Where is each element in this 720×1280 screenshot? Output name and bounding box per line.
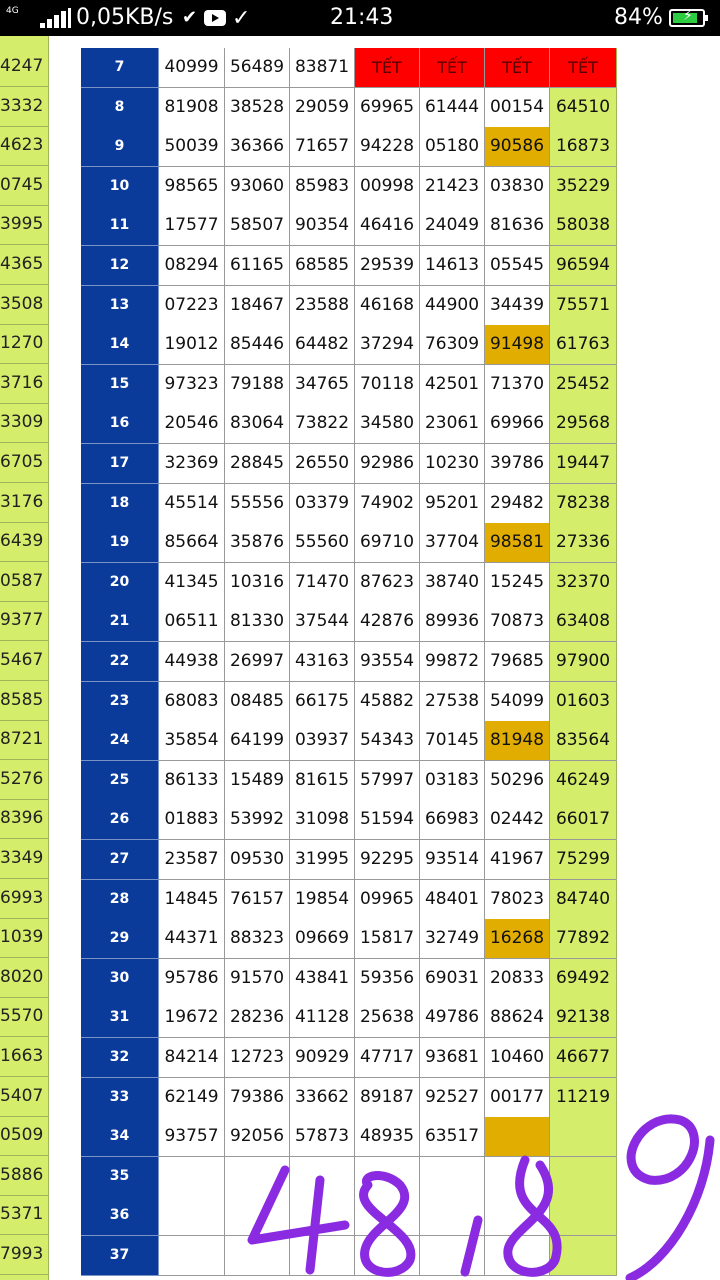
number-cell: 31098	[290, 800, 355, 840]
number-cell: 94228	[355, 127, 420, 167]
number-cell: 96594	[550, 246, 617, 286]
number-cell: 32369	[159, 444, 225, 484]
number-cell: 63408	[550, 602, 617, 642]
table-row	[81, 325, 617, 365]
number-cell: 85664	[159, 523, 225, 563]
table-row	[81, 761, 617, 801]
number-cell: 44371	[159, 919, 225, 959]
number-cell: 51594	[355, 800, 420, 840]
number-cell: 75299	[550, 840, 617, 880]
left-column-cell: 1039	[0, 918, 48, 958]
number-cell: 26550	[290, 444, 355, 484]
battery-percentage: 84%	[614, 5, 663, 30]
left-column-cell: 3332	[0, 87, 48, 127]
number-cell: 83564	[550, 721, 617, 761]
number-cell: 38528	[225, 88, 290, 128]
table-row	[81, 167, 617, 207]
number-cell: 84214	[159, 1038, 225, 1078]
number-cell: 16873	[550, 127, 617, 167]
day-cell: 8	[81, 88, 159, 128]
number-cell: 19854	[290, 880, 355, 920]
number-cell: 53992	[225, 800, 290, 840]
day-cell: 20	[81, 563, 159, 603]
number-cell: 83064	[225, 404, 290, 444]
number-cell: 45514	[159, 484, 225, 524]
number-cell: 29059	[290, 88, 355, 128]
number-cell: 06511	[159, 602, 225, 642]
number-cell: 01883	[159, 800, 225, 840]
number-cell: 88323	[225, 919, 290, 959]
number-cell: 69710	[355, 523, 420, 563]
left-number-column	[0, 36, 49, 1280]
number-cell: 29482	[485, 484, 550, 524]
number-cell: 19447	[550, 444, 617, 484]
number-cell: 66983	[420, 800, 485, 840]
day-cell: 17	[81, 444, 159, 484]
number-cell: 00998	[355, 167, 420, 207]
number-cell: TẾT	[420, 48, 485, 88]
number-cell: 66017	[550, 800, 617, 840]
day-cell: 32	[81, 1038, 159, 1078]
left-column-cell: 3508	[0, 285, 48, 325]
day-cell: 30	[81, 959, 159, 999]
number-cell: 08485	[225, 682, 290, 722]
battery-charging-icon: ⚡	[669, 9, 705, 27]
left-column-cell: 0509	[0, 1116, 48, 1156]
number-cell: 73822	[290, 404, 355, 444]
number-cell: 42876	[355, 602, 420, 642]
left-column-cell: 4623	[0, 126, 48, 166]
network-speed: 0,05KB/s	[76, 5, 174, 30]
day-cell: 25	[81, 761, 159, 801]
number-cell: 54099	[485, 682, 550, 722]
table-row	[81, 682, 617, 722]
day-cell: 16	[81, 404, 159, 444]
left-column-cell: 1270	[0, 324, 48, 364]
left-column-cell: 5407	[0, 1077, 48, 1117]
day-cell: 12	[81, 246, 159, 286]
number-cell: 69492	[550, 959, 617, 999]
day-cell: 19	[81, 523, 159, 563]
day-cell: 23	[81, 682, 159, 722]
number-cell: 54343	[355, 721, 420, 761]
left-column-cell: 1663	[0, 1037, 48, 1077]
table-row	[81, 721, 617, 761]
day-cell: 36	[81, 1196, 159, 1236]
number-cell: 87623	[355, 563, 420, 603]
number-cell: 27336	[550, 523, 617, 563]
number-cell: 20833	[485, 959, 550, 999]
number-cell: 26997	[225, 642, 290, 682]
number-cell: 15489	[225, 761, 290, 801]
table-row	[81, 563, 617, 603]
number-cell: 57997	[355, 761, 420, 801]
table-row	[81, 286, 617, 326]
number-cell: 00177	[485, 1078, 550, 1118]
number-cell: 93514	[420, 840, 485, 880]
number-cell: 15817	[355, 919, 420, 959]
left-column-cell: 5467	[0, 641, 48, 681]
left-column-cell: 3349	[0, 839, 48, 879]
number-cell: 68585	[290, 246, 355, 286]
day-cell: 15	[81, 365, 159, 405]
day-cell: 28	[81, 880, 159, 920]
table-row	[81, 246, 617, 286]
number-cell: 81948	[485, 721, 550, 761]
number-cell: 46168	[355, 286, 420, 326]
number-cell	[159, 1157, 225, 1197]
number-cell: 71370	[485, 365, 550, 405]
left-column-cell: 8396	[0, 799, 48, 839]
number-cell: 50039	[159, 127, 225, 167]
number-cell: 09669	[290, 919, 355, 959]
table-row	[81, 206, 617, 246]
number-cell: 93757	[159, 1117, 225, 1157]
number-cell: 01603	[550, 682, 617, 722]
number-cell: 61444	[420, 88, 485, 128]
left-column-cell: 6993	[0, 879, 48, 919]
number-cell: 88624	[485, 998, 550, 1038]
day-cell: 33	[81, 1078, 159, 1118]
number-cell: TẾT	[485, 48, 550, 88]
table-row	[81, 642, 617, 682]
lottery-results-table	[81, 36, 617, 1280]
number-cell: 92295	[355, 840, 420, 880]
number-cell: 61763	[550, 325, 617, 365]
number-cell: 31995	[290, 840, 355, 880]
number-cell: 21423	[420, 167, 485, 207]
number-cell: 68083	[159, 682, 225, 722]
number-cell: 81636	[485, 206, 550, 246]
number-cell: 93681	[420, 1038, 485, 1078]
number-cell: 85983	[290, 167, 355, 207]
number-cell: 44938	[159, 642, 225, 682]
left-column-cell: 6705	[0, 443, 48, 483]
left-column-cell: 9377	[0, 601, 48, 641]
number-cell: 92527	[420, 1078, 485, 1118]
day-cell: 34	[81, 1117, 159, 1157]
number-cell: 92056	[225, 1117, 290, 1157]
day-cell: 10	[81, 167, 159, 207]
number-cell: 98581	[485, 523, 550, 563]
number-cell: 19012	[159, 325, 225, 365]
number-cell: 49786	[420, 998, 485, 1038]
table-row	[81, 484, 617, 524]
number-cell: 23587	[159, 840, 225, 880]
number-cell: 74902	[355, 484, 420, 524]
left-column-cell: 8721	[0, 720, 48, 760]
day-cell: 11	[81, 206, 159, 246]
number-cell: 79685	[485, 642, 550, 682]
number-cell: 35854	[159, 721, 225, 761]
number-cell: 56489	[225, 48, 290, 88]
number-cell: 41345	[159, 563, 225, 603]
table-row	[81, 365, 617, 405]
number-cell: 64199	[225, 721, 290, 761]
number-cell: 02442	[485, 800, 550, 840]
number-cell: 03183	[420, 761, 485, 801]
day-cell: 24	[81, 721, 159, 761]
number-cell: 58038	[550, 206, 617, 246]
number-cell: 78023	[485, 880, 550, 920]
left-column-cell: 4247	[0, 47, 48, 87]
number-cell: 43841	[290, 959, 355, 999]
number-cell: 10460	[485, 1038, 550, 1078]
number-cell: 89187	[355, 1078, 420, 1118]
number-cell: TẾT	[550, 48, 617, 88]
number-cell: 95786	[159, 959, 225, 999]
number-cell: 78238	[550, 484, 617, 524]
table-row	[81, 919, 617, 959]
number-cell: 17577	[159, 206, 225, 246]
number-cell: 93060	[225, 167, 290, 207]
number-cell: 97323	[159, 365, 225, 405]
left-column-cell: 8585	[0, 681, 48, 721]
table-row	[81, 88, 617, 128]
number-cell: 32370	[550, 563, 617, 603]
number-cell: 77892	[550, 919, 617, 959]
left-column-cell: 5371	[0, 1195, 48, 1235]
number-cell: 62149	[159, 1078, 225, 1118]
number-cell: 58507	[225, 206, 290, 246]
number-cell: 64510	[550, 88, 617, 128]
left-column-cell: 3716	[0, 364, 48, 404]
left-column-cell: 3309	[0, 403, 48, 443]
number-cell: 70145	[420, 721, 485, 761]
number-cell: 35229	[550, 167, 617, 207]
table-row	[81, 48, 617, 88]
number-cell: TẾT	[355, 48, 420, 88]
number-cell: 69031	[420, 959, 485, 999]
number-cell: 41967	[485, 840, 550, 880]
number-cell: 99872	[420, 642, 485, 682]
number-cell: 25638	[355, 998, 420, 1038]
number-cell: 37294	[355, 325, 420, 365]
number-cell: 45882	[355, 682, 420, 722]
left-column-cell: 5570	[0, 997, 48, 1037]
number-cell: 83871	[290, 48, 355, 88]
signal-icon	[40, 8, 72, 28]
number-cell: 81908	[159, 88, 225, 128]
day-cell: 35	[81, 1157, 159, 1197]
table-row	[81, 444, 617, 484]
table-row	[81, 959, 617, 999]
number-cell: 44900	[420, 286, 485, 326]
day-cell: 18	[81, 484, 159, 524]
number-cell: 76309	[420, 325, 485, 365]
left-column-cell: 5276	[0, 760, 48, 800]
number-cell: 71657	[290, 127, 355, 167]
left-column-cell: 0745	[0, 166, 48, 206]
number-cell: 23061	[420, 404, 485, 444]
number-cell: 09965	[355, 880, 420, 920]
number-cell: 79188	[225, 365, 290, 405]
number-cell: 24049	[420, 206, 485, 246]
number-cell: 61165	[225, 246, 290, 286]
number-cell: 03379	[290, 484, 355, 524]
number-cell: 90354	[290, 206, 355, 246]
left-column-cell: 8020	[0, 958, 48, 998]
number-cell: 29539	[355, 246, 420, 286]
number-cell: 18467	[225, 286, 290, 326]
table-row	[81, 1038, 617, 1078]
table-row	[81, 880, 617, 920]
day-cell: 13	[81, 286, 159, 326]
number-cell: 03830	[485, 167, 550, 207]
number-cell: 03937	[290, 721, 355, 761]
table-row	[81, 998, 617, 1038]
left-column-cell: 3995	[0, 205, 48, 245]
number-cell: 35876	[225, 523, 290, 563]
number-cell: 23588	[290, 286, 355, 326]
number-cell	[159, 1196, 225, 1236]
number-cell: 85446	[225, 325, 290, 365]
number-cell: 27538	[420, 682, 485, 722]
number-cell: 36366	[225, 127, 290, 167]
number-cell: 25452	[550, 365, 617, 405]
left-column-cell: 0587	[0, 562, 48, 602]
number-cell: 69965	[355, 88, 420, 128]
number-cell: 91570	[225, 959, 290, 999]
number-cell: 09530	[225, 840, 290, 880]
number-cell: 48401	[420, 880, 485, 920]
number-cell: 86133	[159, 761, 225, 801]
day-cell: 9	[81, 127, 159, 167]
number-cell: 97900	[550, 642, 617, 682]
table-row	[81, 800, 617, 840]
table-row	[81, 404, 617, 444]
number-cell: 37544	[290, 602, 355, 642]
number-cell: 71470	[290, 563, 355, 603]
number-cell: 15245	[485, 563, 550, 603]
number-cell: 79386	[225, 1078, 290, 1118]
number-cell: 91498	[485, 325, 550, 365]
number-cell: 63517	[420, 1117, 485, 1157]
day-cell: 7	[81, 48, 159, 88]
table-row	[81, 523, 617, 563]
number-cell: 92138	[550, 998, 617, 1038]
number-cell: 69966	[485, 404, 550, 444]
left-column-cell: 7993	[0, 1235, 48, 1275]
table-row	[81, 127, 617, 167]
left-column-cell: 6439	[0, 522, 48, 562]
number-cell: 48935	[355, 1117, 420, 1157]
day-cell: 22	[81, 642, 159, 682]
number-cell: 05545	[485, 246, 550, 286]
download-done-icon: ✓	[232, 6, 251, 31]
number-cell: 57873	[290, 1117, 355, 1157]
number-cell: 66175	[290, 682, 355, 722]
left-column-cell: 5886	[0, 1156, 48, 1196]
number-cell: 46416	[355, 206, 420, 246]
number-cell: 34580	[355, 404, 420, 444]
number-cell: 32749	[420, 919, 485, 959]
number-cell: 20546	[159, 404, 225, 444]
notification-icon: ✔	[182, 7, 198, 28]
number-cell: 46249	[550, 761, 617, 801]
day-cell: 29	[81, 919, 159, 959]
number-cell: 98565	[159, 167, 225, 207]
number-cell: 95201	[420, 484, 485, 524]
number-cell: 89936	[420, 602, 485, 642]
clock: 21:43	[330, 5, 394, 30]
number-cell: 37704	[420, 523, 485, 563]
number-cell: 92986	[355, 444, 420, 484]
number-cell: 47717	[355, 1038, 420, 1078]
number-cell: 81330	[225, 602, 290, 642]
left-column-cell: 4365	[0, 245, 48, 285]
number-cell: 07223	[159, 286, 225, 326]
table-row	[81, 602, 617, 642]
number-cell: 55556	[225, 484, 290, 524]
network-type-label: 4G	[6, 6, 19, 16]
left-column-cell: 3176	[0, 483, 48, 523]
number-cell: 33662	[290, 1078, 355, 1118]
number-cell	[159, 1236, 225, 1276]
day-cell: 14	[81, 325, 159, 365]
number-cell: 08294	[159, 246, 225, 286]
number-cell: 11219	[550, 1078, 617, 1118]
number-cell: 28236	[225, 998, 290, 1038]
number-cell: 39786	[485, 444, 550, 484]
number-cell: 41128	[290, 998, 355, 1038]
day-cell: 27	[81, 840, 159, 880]
status-bar	[0, 0, 720, 36]
number-cell: 28845	[225, 444, 290, 484]
day-cell: 26	[81, 800, 159, 840]
number-cell: 55560	[290, 523, 355, 563]
number-cell: 70873	[485, 602, 550, 642]
number-cell: 05180	[420, 127, 485, 167]
number-cell: 76157	[225, 880, 290, 920]
number-cell: 81615	[290, 761, 355, 801]
table-row	[81, 840, 617, 880]
number-cell: 29568	[550, 404, 617, 444]
number-cell: 19672	[159, 998, 225, 1038]
day-cell: 31	[81, 998, 159, 1038]
number-cell: 10230	[420, 444, 485, 484]
number-cell: 38740	[420, 563, 485, 603]
handwritten-annotation	[240, 1100, 720, 1280]
number-cell: 59356	[355, 959, 420, 999]
youtube-icon	[204, 10, 226, 26]
number-cell: 34765	[290, 365, 355, 405]
number-cell: 42501	[420, 365, 485, 405]
number-cell: 90586	[485, 127, 550, 167]
number-cell: 14613	[420, 246, 485, 286]
number-cell: 84740	[550, 880, 617, 920]
number-cell: 16268	[485, 919, 550, 959]
day-cell: 21	[81, 602, 159, 642]
number-cell: 93554	[355, 642, 420, 682]
number-cell: 12723	[225, 1038, 290, 1078]
number-cell: 10316	[225, 563, 290, 603]
number-cell: 40999	[159, 48, 225, 88]
day-cell: 37	[81, 1236, 159, 1276]
number-cell: 34439	[485, 286, 550, 326]
number-cell: 00154	[485, 88, 550, 128]
number-cell: 70118	[355, 365, 420, 405]
number-cell: 75571	[550, 286, 617, 326]
number-cell: 90929	[290, 1038, 355, 1078]
number-cell: 64482	[290, 325, 355, 365]
number-cell: 14845	[159, 880, 225, 920]
number-cell: 50296	[485, 761, 550, 801]
number-cell: 43163	[290, 642, 355, 682]
number-cell: 46677	[550, 1038, 617, 1078]
